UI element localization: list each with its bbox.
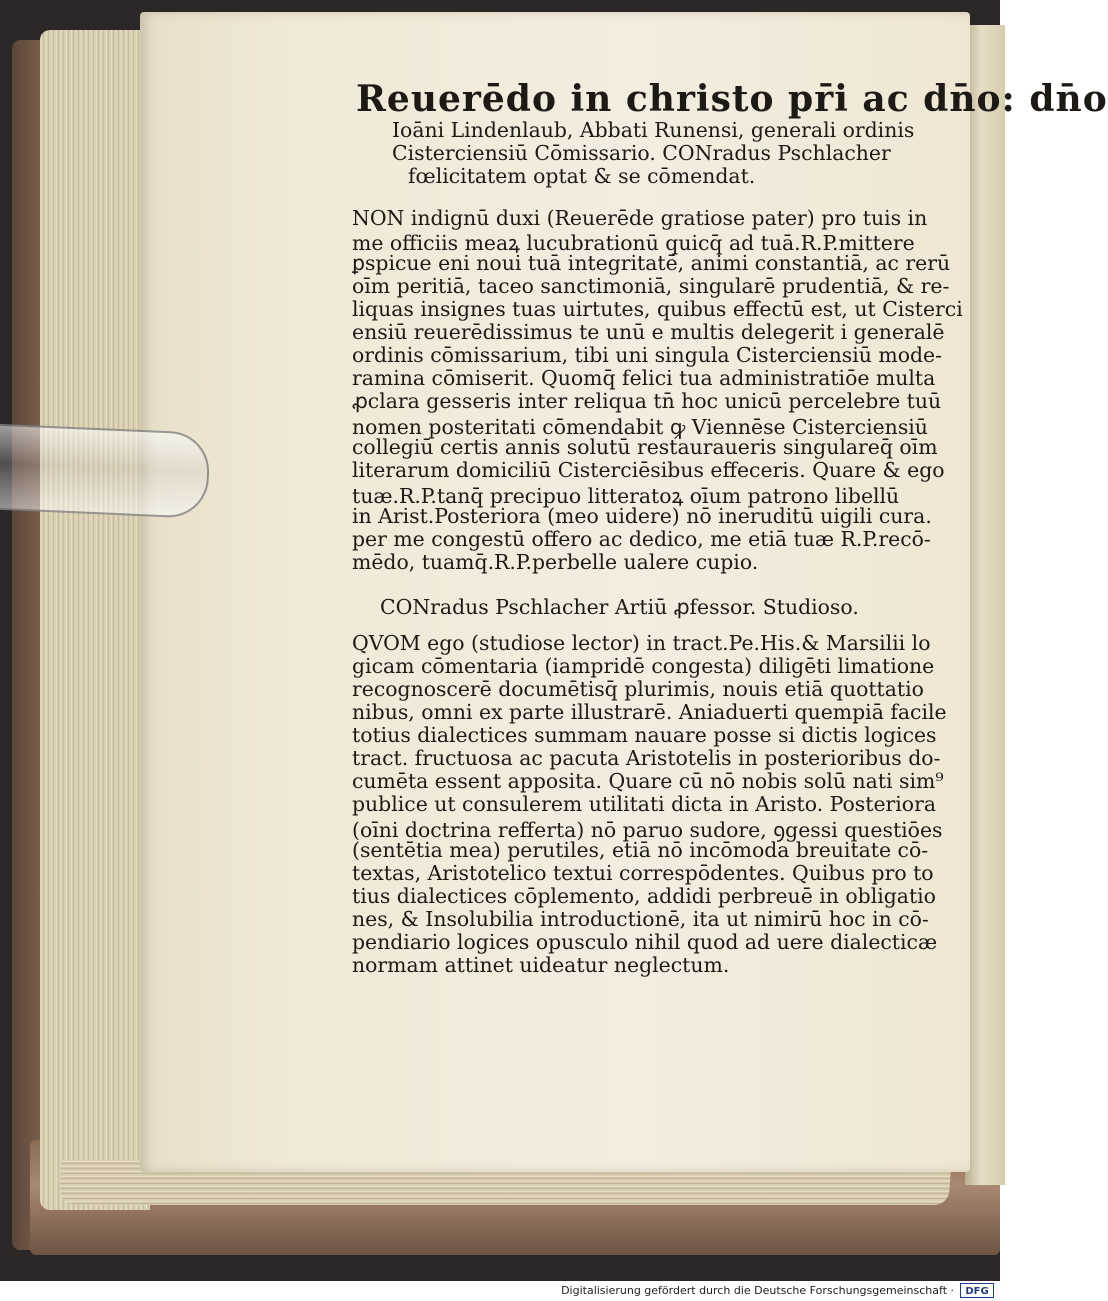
glass-page-holder xyxy=(0,423,211,519)
letter-line: NON indignū duxi (Reuerēde gratiose pater) pro tuis in xyxy=(352,206,928,230)
letter-line: ramina cōmiserit. Quomq̄ felici tua administratiōe multa xyxy=(352,366,936,390)
preface-line: tract. fructuosa ac pacuta Aristotelis in posterioribus do- xyxy=(352,746,941,770)
section-heading: CONradus Pschlacher Artiū ꝓfessor. Studioso. xyxy=(380,595,859,619)
preface-line: pendiario logices opusculo nihil quod ad uere dialecticæ xyxy=(352,930,938,954)
preface-line: (sentētia mea) perutiles, etiā nō incōmoda breuitate cō- xyxy=(352,838,929,862)
dfg-logo: DFG xyxy=(960,1283,994,1298)
footer-bar xyxy=(0,1281,1000,1301)
letter-line: ꝑspicue eni noui tuā integritatē, animi constantiā, ac rerū xyxy=(352,251,951,275)
dedication-line: fœlicitatem optat & se cōmendat. xyxy=(408,164,756,188)
facing-page-edge xyxy=(965,25,1005,1185)
preface-line: publice ut consulerem utilitati dicta in Aristo. Posteriora xyxy=(352,792,936,816)
dedication-line: Ioāni Lindenlaub, Abbati Runensi, generali ordinis xyxy=(392,118,915,142)
letter-line: ꝓclara gesseris inter reliqua tn̄ hoc unicū percelebre tuū xyxy=(352,389,942,413)
letter-line: nomen posteritati cōmendabit ꝙ Viennēse Cisterciensiū xyxy=(352,415,928,439)
preface-line: cumēta essent apposita. Quare cū nō nobis solū nati sim⁹ xyxy=(352,769,944,793)
letter-line: mēdo, tuamq̄.R.P.perbelle ualere cupio. xyxy=(352,550,759,574)
letter-line: oīm peritiā, taceo sanctimoniā, singularē prudentiā, & re- xyxy=(352,274,950,298)
preface-line: nibus, omni ex parte illustrarē. Aniaduerti quempiā facile xyxy=(352,700,947,724)
letter-line: in Arist.Posteriora (meo uidere) nō ineruditū uigili cura. xyxy=(352,504,932,528)
preface-line: recognoscerē documētisq̄ plurimis, nouis etiā quottatio xyxy=(352,677,924,701)
letter-line: per me congestū offero ac dedico, me etiā tuæ R.P.recō- xyxy=(352,527,931,551)
preface-line: totius dialectices summam nauare posse si dictis logices xyxy=(352,723,937,747)
preface-line: gicam cōmentaria (iampridē congesta) diligēti limatione xyxy=(352,654,935,678)
preface-line: (oīni doctrina refferta) nō paruo sudore, ꝯgessi questiōes xyxy=(352,818,943,842)
preface-line: nes, & Insolubilia introductionē, ita ut nimirū hoc in cō- xyxy=(352,907,929,931)
letter-line: ensiū reuerēdissimus te unū e multis delegerit i generalē xyxy=(352,320,945,344)
letter-line: literarum domiciliū Cisterciēsibus effeceris. Quare & ego xyxy=(352,458,945,482)
funding-credit: Digitalisierung gefördert durch die Deutsche Forschungsgemeinschaft · xyxy=(561,1284,954,1297)
letter-line: ordinis cōmissarium, tibi uni singula Cisterciensiū mode- xyxy=(352,343,942,367)
letter-line: collegiū certis annis solutū restauraueris singulareq̄ oīm xyxy=(352,435,938,459)
preface-line: QVOM ego (studiose lector) in tract.Pe.His.& Marsilii lo xyxy=(352,631,931,655)
preface-line: textas, Aristotelico textui correspōdentes. Quibus pro to xyxy=(352,861,934,885)
dedication-line: Cisterciensiū Cōmissario. CONradus Pschlacher xyxy=(392,141,891,165)
letter-line: tuæ.R.P.tanq̄ precipuo litteratoꝝ oīum patrono libellū xyxy=(352,484,900,508)
page-edges-left xyxy=(40,30,150,1210)
letter-line: liquas insignes tuas uirtutes, quibus effectū est, ut Cisterci xyxy=(352,297,963,321)
letter-line: me officiis meaꝝ lucubrationū quicq̄ ad tuā.R.P.mittere xyxy=(352,231,915,255)
preface-line: tius dialectices cōplemento, addidi perbreuē in obligatio xyxy=(352,884,936,908)
preface-line: normam attinet uideatur neglectum. xyxy=(352,953,730,977)
dedication-heading: Reuerēdo in christo pr̄i ac dn̄o: dn̄o xyxy=(356,78,1108,120)
